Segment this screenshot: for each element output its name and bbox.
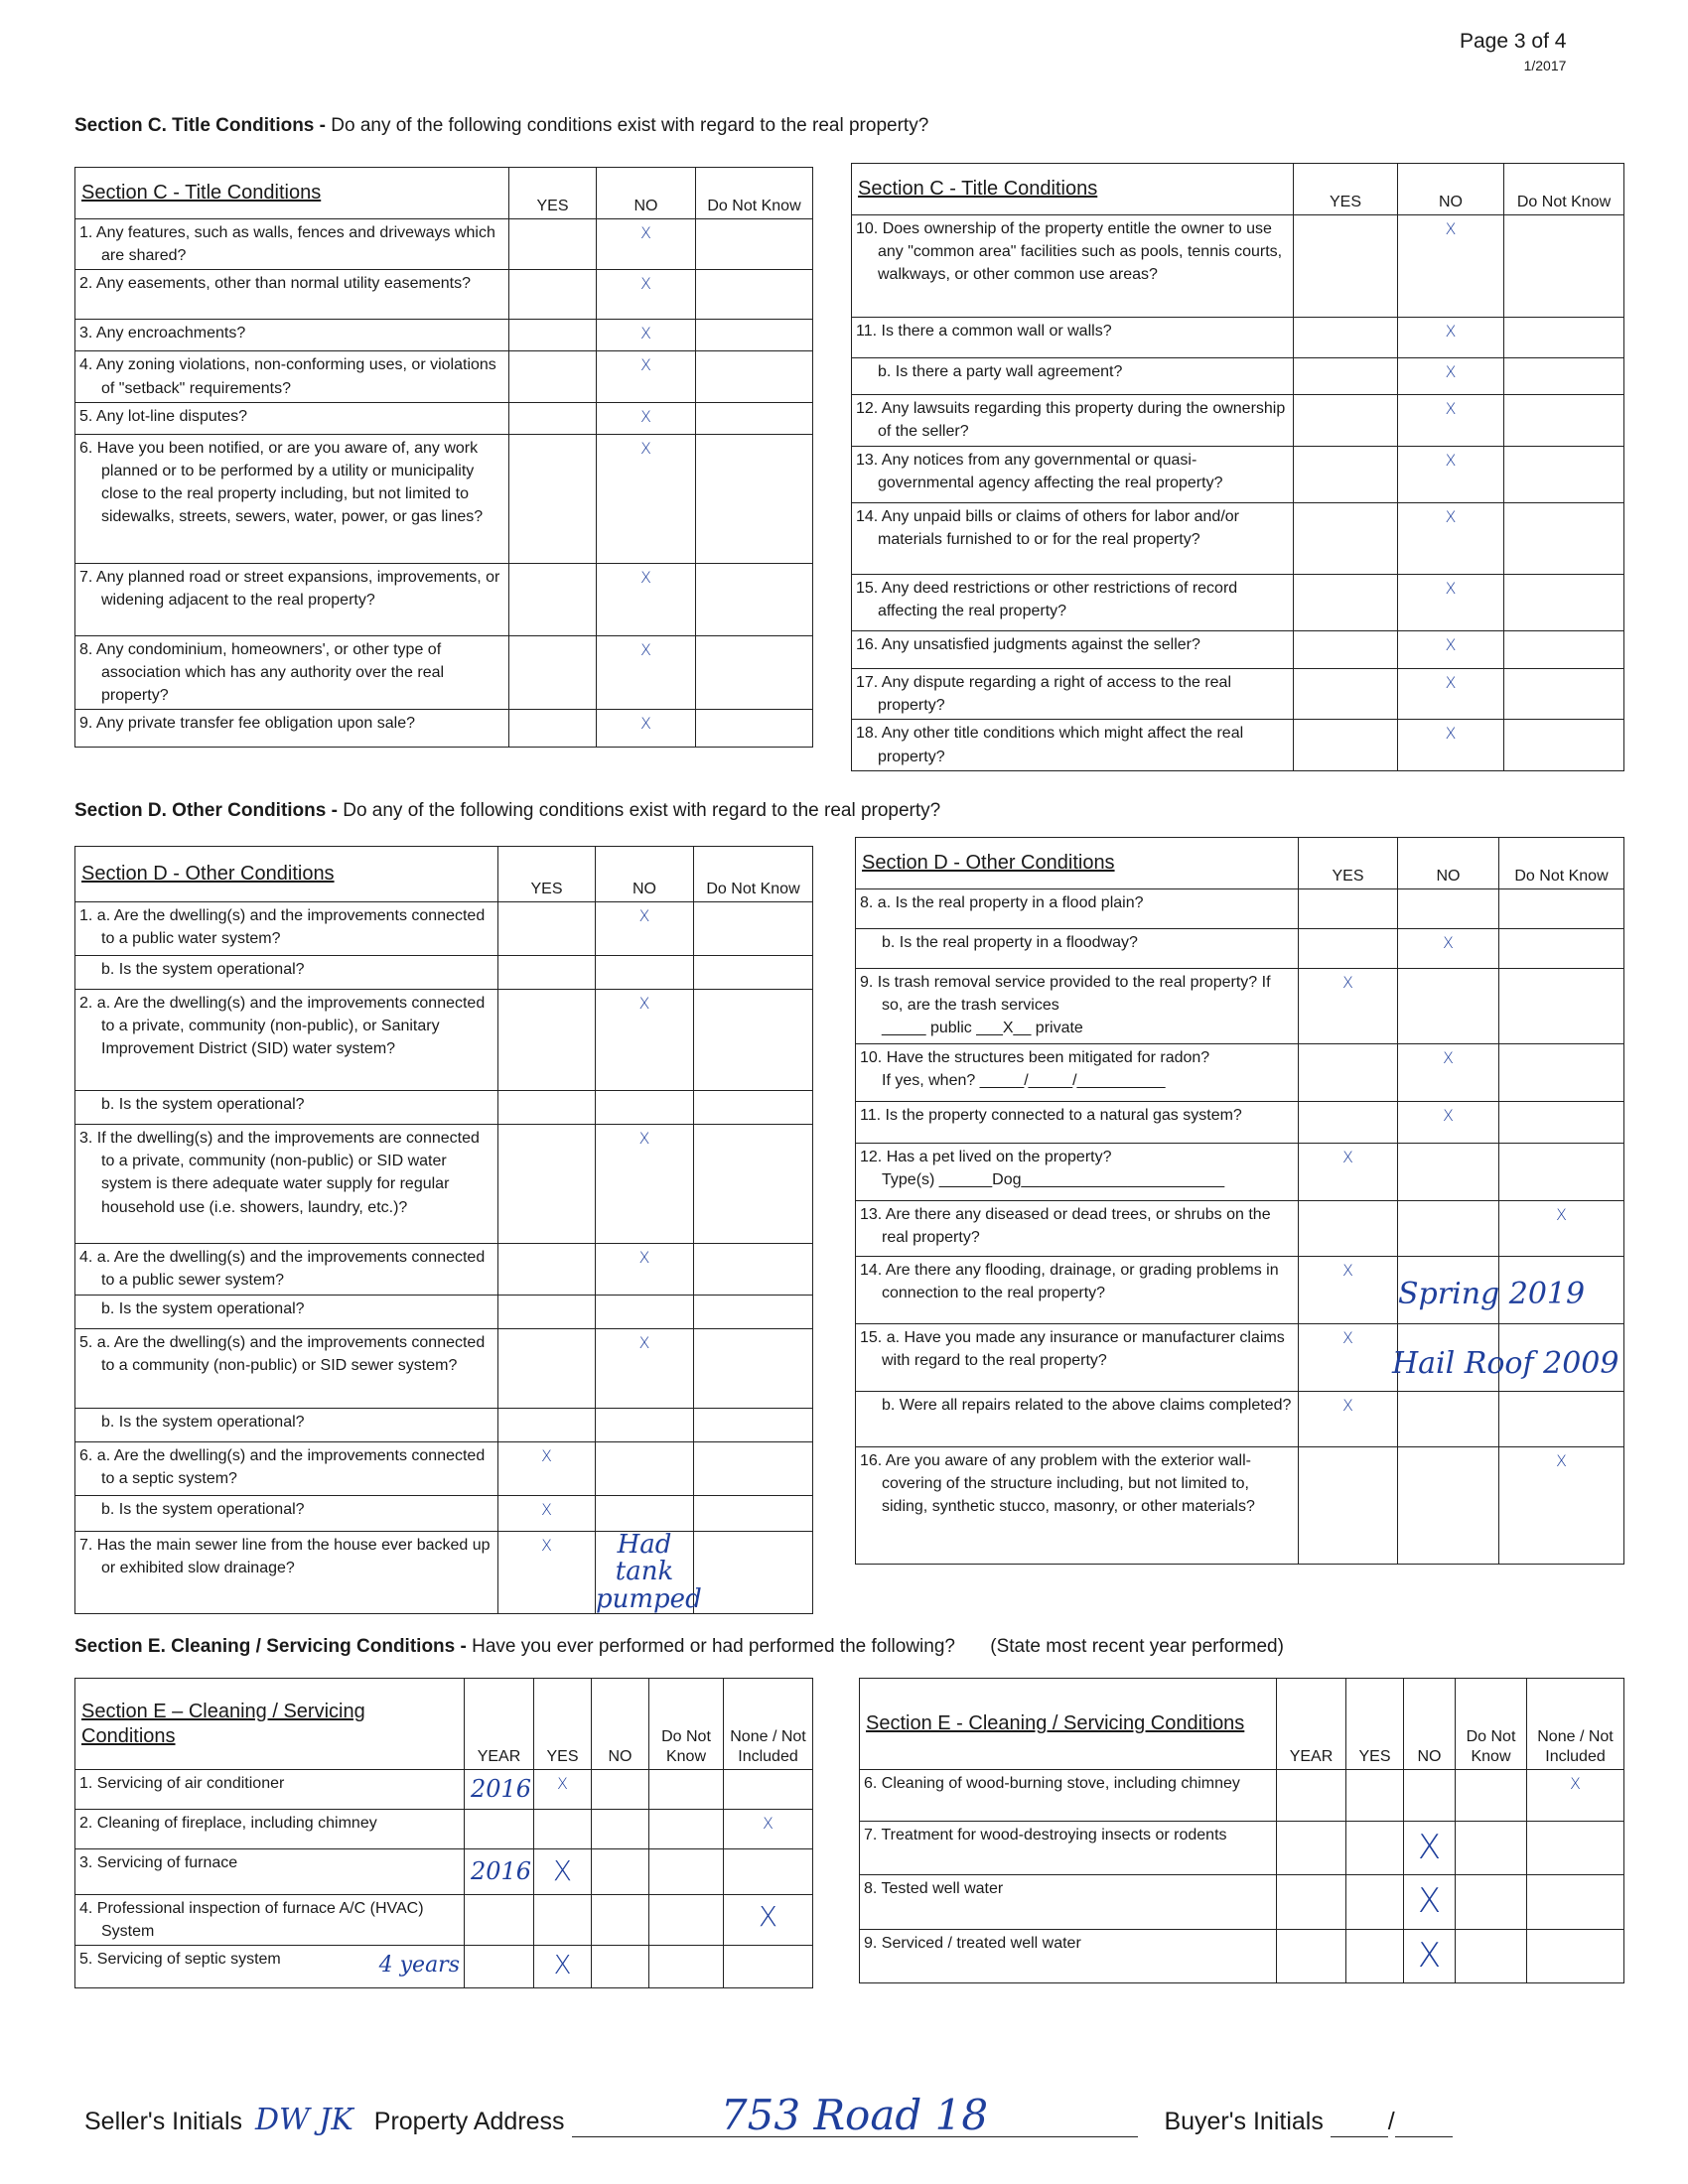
no-mark[interactable]: X [596,1329,694,1409]
no-mark[interactable]: X [1398,631,1504,669]
yes-cell[interactable] [509,402,597,434]
dnk-cell[interactable] [694,1329,813,1409]
yes-cell[interactable] [1294,358,1398,395]
section-e-right-table: Section E - Cleaning / Servicing Conditions YEAR YES NO Do Not Know None / Not Included 6. Cleaning of wood-burning stove, including chimney X 7. Treatment for wood-destroying insects or rodents X 8. Tested well water X 9. Serviced / treated well water X [859,1678,1624,1983]
no-mark[interactable]: X [597,710,696,748]
no-mark[interactable]: X [1404,1822,1456,1875]
section-d-right-table: Section D - Other Conditions YES NO Do Not Know 8. a. Is the real property in a flood plain? b. Is the real property in a floodway? X 9. Is trash removal service provided to the real property? If so, are the trash services _____ public ___X__ private X 10. Have the structures been mitigated for radon? If yes, when? _____/_____/__________ X 11. Is the property connected to a natural gas system? X 12. Has a pet lived on the property? Type(s) ______Dog_______________________ X 13. Are there any diseased or dead trees, or shrubs on the real property? X 14. Are there any flooding, drainage, or grading problems in connection to the real property? X Spring 2019 15. a. Have you made any insurance or manufacturer claims with regard to the real property? X Hail Roof 2009 b. Were all repairs related to the above claims completed? X 16. Are you aware of any problem with the exterior wall-covering of the structure including, but not limited to, siding, synthetic stucco, masonry, or other materials? X [855,837,1624,1565]
dnk-cell[interactable] [1504,503,1624,575]
yes-mark[interactable]: X [498,1532,596,1614]
dnk-cell[interactable] [696,434,813,563]
table-row: 2. Any easements, other than normal utility easements? X [75,270,813,320]
dnk-cell[interactable] [649,1810,724,1849]
table-row: b. Is the system operational? [75,1409,813,1442]
yes-cell[interactable] [509,710,597,748]
yes-cell[interactable] [509,351,597,402]
table-row: 11. Is the property connected to a natural gas system? X [856,1102,1624,1144]
no-cell[interactable] [596,1091,694,1125]
section-c-heading: Section C. Title Conditions - Do any of the following conditions exist with regard to the real property? [74,115,929,136]
dnk-cell[interactable] [696,402,813,434]
no-cell[interactable] [596,1496,694,1532]
yes-cell[interactable] [1294,669,1398,720]
dnk-cell[interactable] [696,270,813,320]
table-row: b. Were all repairs related to the above claims completed? X [856,1392,1624,1447]
yes-mark[interactable]: X [1299,969,1398,1044]
yes-cell[interactable] [1346,1929,1404,1982]
dnk-cell[interactable] [696,563,813,635]
handwritten-note: 4 years [378,1952,460,1978]
yes-cell[interactable] [498,1244,596,1296]
none-cell[interactable] [724,1849,813,1895]
no-cell[interactable] [1398,1392,1499,1447]
dnk-cell[interactable] [694,1442,813,1496]
table-row: 1. Servicing of air conditioner 2016 X [75,1770,813,1810]
no-mark[interactable]: X [597,434,696,563]
yes-cell[interactable] [1299,1201,1398,1257]
dnk-cell[interactable] [1504,631,1624,669]
dnk-cell[interactable] [694,1532,813,1614]
table-row: 1. a. Are the dwelling(s) and the improvements connected to a public water system? X [75,902,813,956]
section-d-heading: Section D. Other Conditions - Do any of the following conditions exist with regard to the real property? [74,800,941,821]
table-row: 4. Professional inspection of furnace A/C (HVAC) System X [75,1894,813,1945]
yes-cell[interactable] [1294,720,1398,770]
footer: Seller's Initials DW JK Property Address 753 Road 18 Buyer's Initials / [84,2095,1604,2137]
year-cell[interactable] [1277,1822,1346,1875]
year-cell[interactable] [1277,1929,1346,1982]
none-mark[interactable]: X [1527,1770,1624,1822]
no-mark[interactable]: X [1398,929,1499,969]
yes-cell[interactable] [1299,929,1398,969]
yes-cell[interactable] [1294,395,1398,447]
table-row: 10. Does ownership of the property entitle the owner to use any "common area" facilities such as pools, tennis courts, walkways, or other common use areas? X [852,215,1624,318]
no-mark[interactable]: X [1404,1929,1456,1982]
no-mark[interactable]: X [597,320,696,351]
yes-mark[interactable]: X [534,1849,592,1895]
col-no: NO [597,168,696,219]
no-mark[interactable]: X [1398,669,1504,720]
no-cell[interactable] [592,1894,649,1945]
yes-mark[interactable]: X Hail Roof 2009 [1299,1324,1398,1392]
dnk-cell[interactable] [694,1409,813,1442]
dnk-cell[interactable] [694,1496,813,1532]
yes-cell[interactable] [509,219,597,270]
dnk-cell[interactable] [1504,318,1624,358]
no-mark[interactable]: X [1398,1044,1499,1102]
table-row: 16. Any unsatisfied judgments against the seller? X [852,631,1624,669]
no-mark[interactable]: X [1398,215,1504,318]
no-cell[interactable] [592,1770,649,1810]
yes-cell[interactable] [1299,1447,1398,1565]
none-mark[interactable]: X [724,1894,813,1945]
table-row: 6. Have you been notified, or are you aware of, any work planned or to be performed by a utility or municipality close to the real property including, but not limited to sidewalks, streets, sewers, water, power, or gas lines? X [75,434,813,563]
yes-cell[interactable] [1299,889,1398,929]
year-cell[interactable] [465,1810,534,1849]
yes-mark[interactable]: X Spring 2019 [1299,1257,1398,1324]
no-mark[interactable]: X [1398,575,1504,631]
no-mark[interactable]: X [1404,1875,1456,1929]
none-cell[interactable] [1527,1875,1624,1929]
no-cell[interactable] [596,1409,694,1442]
no-mark[interactable]: X [1398,395,1504,447]
table-row: 8. a. Is the real property in a flood plain? [856,889,1624,929]
no-cell[interactable] [1398,1447,1499,1565]
none-cell[interactable] [1527,1822,1624,1875]
table-row: 7. Treatment for wood-destroying insects or rodents X [860,1822,1624,1875]
dnk-cell[interactable] [694,956,813,990]
no-mark[interactable]: X [1398,720,1504,770]
buyer-initials-label: Buyer's Initials [1164,2108,1324,2135]
dnk-cell[interactable] [1504,215,1624,318]
col-yes: YES [509,168,597,219]
yes-cell[interactable] [498,1329,596,1409]
form-revision: 1/2017 [1523,58,1567,73]
dnk-cell[interactable] [1499,1144,1624,1201]
yes-cell[interactable] [509,434,597,563]
seller-initials-field[interactable]: DW JK [254,2103,353,2137]
yes-cell[interactable] [534,1810,592,1849]
yes-cell[interactable] [1346,1822,1404,1875]
dnk-cell[interactable] [696,351,813,402]
table-row: 12. Has a pet lived on the property? Type(s) ______Dog_______________________ X [856,1144,1624,1201]
table-row: 17. Any dispute regarding a right of access to the real property? X [852,669,1624,720]
no-mark[interactable]: X [1398,1102,1499,1144]
property-address-label: Property Address [373,2108,565,2135]
dnk-cell[interactable] [1456,1770,1527,1822]
dnk-cell[interactable] [1499,889,1624,929]
table-row: 8. Tested well water X [860,1875,1624,1929]
yes-mark[interactable]: X [498,1442,596,1496]
table-row: 5. Any lot-line disputes? X [75,402,813,434]
page-header [1460,30,1566,73]
no-cell[interactable] [592,1945,649,1987]
no-mark[interactable]: X [597,219,696,270]
dnk-cell[interactable] [1456,1929,1527,1982]
yes-cell[interactable] [498,956,596,990]
dnk-cell[interactable] [1504,395,1624,447]
table-row: 2. Cleaning of fireplace, including chimney X [75,1810,813,1849]
table-row: 13. Are there any diseased or dead trees, or shrubs on the real property? X [856,1201,1624,1257]
table-row: 18. Any other title conditions which might affect the real property? X [852,720,1624,770]
dnk-cell[interactable] [694,1125,813,1244]
dnk-mark[interactable]: X [1499,1201,1624,1257]
dnk-cell[interactable] [696,635,813,710]
year-cell[interactable] [1277,1770,1346,1822]
yes-cell[interactable] [509,270,597,320]
table-row: 7. Has the main sewer line from the house ever backed up or exhibited slow drainage? X Had tank pumped [75,1532,813,1614]
dnk-cell[interactable] [1499,1044,1624,1102]
no-mark[interactable]: X [1398,358,1504,395]
yes-cell[interactable] [1346,1770,1404,1822]
dnk-cell[interactable] [696,710,813,748]
section-d-left-table: Section D - Other Conditions YES NO Do Not Know 1. a. Are the dwelling(s) and the improvements connected to a public water system? X b. Is the system operational? 2. a. Are the dwelling(s) and the improvements connected to a private, community (non-public), or Sanitary Improvement District (SID) water system? X b. Is the system operational? 3. If the dwelling(s) and the improvements are connected to a private, community (non-public) or SID water system is there adequate water supply for regular household use (i.e. showers, laundry, etc.)? X 4. a. Are the dwelling(s) and the improvements connected to a public sewer system? X b. Is the system operational? 5. a. Are the dwelling(s) and the improvements connected to a community (non-public) or SID sewer system? X b. Is the system operational? 6. a. Are the dwelling(s) and the improvements connected to a septic system? X b. Is the system operational? X 7. Has the main sewer line from the house ever backed up or exhibited slow drainage? X Had tank pumped [74,846,813,1614]
yes-cell[interactable] [1294,318,1398,358]
dnk-cell[interactable] [1504,447,1624,503]
dnk-cell[interactable] [1499,969,1624,1044]
no-mark[interactable]: X [597,351,696,402]
no-cell[interactable] [596,1296,694,1329]
dnk-cell[interactable] [1499,929,1624,969]
no-mark[interactable]: X [1398,318,1504,358]
table-row: 15. a. Have you made any insurance or manufacturer claims with regard to the real property? X Hail Roof 2009 [856,1324,1624,1392]
no-cell[interactable] [592,1810,649,1849]
table-row: 16. Are you aware of any problem with the exterior wall-covering of the structure including, but not limited to, siding, synthetic stucco, masonry, or other materials? X [856,1447,1624,1565]
handwritten-note: Had tank pumped [596,1530,702,1614]
table-row: 7. Any planned road or street expansions, improvements, or widening adjacent to the real property? X [75,563,813,635]
table-row: 10. Have the structures been mitigated for radon? If yes, when? _____/_____/__________ X [856,1044,1624,1102]
no-mark[interactable]: X [1398,503,1504,575]
handwritten-note: Hail Roof 2009 [1392,1346,1619,1381]
none-cell[interactable] [1527,1929,1624,1982]
yes-mark[interactable]: X [534,1945,592,1987]
table-row: 4. a. Are the dwelling(s) and the improvements connected to a public sewer system? X [75,1244,813,1296]
no-mark[interactable]: X [596,902,694,956]
table-row: b. Is there a party wall agreement? X [852,358,1624,395]
dnk-cell[interactable] [1499,1102,1624,1144]
page-number: Page 3 of 4 [1460,30,1567,53]
section-c-right-table: Section C - Title Conditions YES NO Do Not Know 10. Does ownership of the property entitle the owner to use any "common area" facilities such as pools, tennis courts, walkways, or other common use areas? X 11. Is there a common wall or walls? X b. Is there a party wall agreement? X 12. Any lawsuits regarding this property during the ownership of the seller? X 13. Any notices from any governmental or quasi-governmental agency affecting the real property? X 14. Any unpaid bills or claims of others for labor and/or materials furnished to or for the real property? X 15. Any deed restrictions or other restrictions of record affecting the real property? X 16. Any unsatisfied judgments against the seller? X 17. Any dispute regarding a right of access to the real property? X 18. Any other title conditions which might affect the real property? X [851,163,1624,771]
year-cell[interactable] [1277,1875,1346,1929]
dnk-cell[interactable] [694,1091,813,1125]
table-row: 3. Servicing of furnace 2016 X [75,1849,813,1895]
no-cell[interactable] [592,1849,649,1895]
dnk-cell[interactable] [694,1296,813,1329]
no-mark[interactable]: X [1398,447,1504,503]
yes-mark[interactable]: X [534,1770,592,1810]
table-row: 9. Any private transfer fee obligation upon sale? X [75,710,813,748]
no-cell[interactable] [1398,889,1499,929]
table-row: b. Is the system operational? [75,1296,813,1329]
yes-cell[interactable] [1294,503,1398,575]
yes-cell[interactable] [509,635,597,710]
yes-cell[interactable] [1294,631,1398,669]
year-value[interactable]: 2016 [465,1770,534,1810]
dnk-cell[interactable] [1456,1822,1527,1875]
table-row: 9. Is trash removal service provided to the real property? If so, are the trash services _____ public ___X__ private X [856,969,1624,1044]
no-mark[interactable]: X [596,1125,694,1244]
section-e-left-table: Section E – Cleaning / Servicing Conditions YEAR YES NO Do Not Know None / Not Included 1. Servicing of air conditioner 2016 X 2. Cleaning of fireplace, including chimney X 3. Servicing of furnace 2016 X 4. Professional inspection of furnace A/C (HVAC) System X 5. Servicing of septic system 4 years X [74,1678,813,1988]
no-cell[interactable] [596,956,694,990]
table-row: 6. a. Are the dwelling(s) and the improvements connected to a septic system? X [75,1442,813,1496]
no-mark[interactable]: X [597,635,696,710]
yes-cell[interactable] [534,1894,592,1945]
yes-cell[interactable] [498,902,596,956]
table-row: 5. a. Are the dwelling(s) and the improvements connected to a community (non-public) or SID sewer system? X [75,1329,813,1409]
table-row: 8. Any condominium, homeowners', or other type of association which has any authority over the real property? X [75,635,813,710]
yes-cell[interactable] [498,990,596,1091]
handwritten-note: Spring 2019 [1398,1277,1586,1311]
year-cell[interactable] [465,1945,534,1987]
dnk-cell[interactable] [694,1244,813,1296]
yes-mark[interactable]: X [1299,1144,1398,1201]
no-cell[interactable] [596,1530,702,1614]
table-row: 1. Any features, such as walls, fences and driveways which are shared? X [75,219,813,270]
yes-cell[interactable] [509,563,597,635]
table-row: 3. If the dwelling(s) and the improvements are connected to a private, community (non-public) or SID water system is there adequate water supply for regular household use (i.e. showers, laundry, etc.)? X [75,1125,813,1244]
no-mark[interactable]: X [597,270,696,320]
year-value[interactable]: 2016 [465,1849,534,1895]
section-c-title: Section C - Title Conditions [75,168,509,219]
yes-cell[interactable] [498,1125,596,1244]
dnk-cell[interactable] [649,1945,724,1987]
yes-cell[interactable] [1294,575,1398,631]
no-mark[interactable]: X [596,1244,694,1296]
table-row: b. Is the system operational? X [75,1496,813,1532]
table-row: 15. Any deed restrictions or other restrictions of record affecting the real property? X [852,575,1624,631]
table-row: 11. Is there a common wall or walls? X [852,318,1624,358]
dnk-cell[interactable] [649,1849,724,1895]
no-mark[interactable]: X [596,990,694,1091]
no-cell[interactable] [1398,1144,1499,1201]
yes-cell[interactable] [1299,1102,1398,1144]
dnk-cell[interactable] [694,902,813,956]
dnk-cell[interactable] [649,1894,724,1945]
dnk-cell[interactable] [1499,1392,1624,1447]
no-mark[interactable]: X [597,402,696,434]
section-c-left-table [74,167,813,748]
dnk-cell[interactable] [694,990,813,1091]
yes-mark[interactable]: X [1299,1392,1398,1447]
table-row: 14. Are there any flooding, drainage, or grading problems in connection to the real property? X Spring 2019 [856,1257,1624,1324]
yes-cell[interactable] [509,320,597,351]
dnk-cell[interactable] [1504,720,1624,770]
yes-cell[interactable] [1294,215,1398,318]
table-row: 5. Servicing of septic system 4 years X [75,1945,813,1987]
table-row: 6. Cleaning of wood-burning stove, including chimney X [860,1770,1624,1822]
yes-cell[interactable] [498,1296,596,1329]
year-cell[interactable] [465,1894,534,1945]
table-row: b. Is the real property in a floodway? X [856,929,1624,969]
section-e-heading: Section E. Cleaning / Servicing Conditions - Have you ever performed or had performed the following? (State most recent year performed) [74,1636,1284,1657]
yes-cell[interactable] [1299,1044,1398,1102]
dnk-cell[interactable] [696,320,813,351]
table-row: 3. Any encroachments? X [75,320,813,351]
dnk-cell[interactable] [1456,1875,1527,1929]
table-row: 2. a. Are the dwelling(s) and the improvements connected to a private, community (non-public), or Sanitary Improvement District (SID) water system? X [75,990,813,1091]
none-cell[interactable] [724,1945,813,1987]
yes-cell[interactable] [1294,447,1398,503]
table-row: 12. Any lawsuits regarding this property during the ownership of the seller? X [852,395,1624,447]
yes-cell[interactable] [498,1409,596,1442]
dnk-cell[interactable] [649,1770,724,1810]
none-mark[interactable]: X [724,1810,813,1849]
dnk-cell[interactable] [696,219,813,270]
no-cell[interactable] [596,1442,694,1496]
table-row: 9. Serviced / treated well water X [860,1929,1624,1982]
col-dnk: Do Not Know [696,168,813,219]
table-row: 13. Any notices from any governmental or quasi-governmental agency affecting the real property? X [852,447,1624,503]
yes-cell[interactable] [498,1091,596,1125]
no-mark[interactable]: X [597,563,696,635]
yes-cell[interactable] [1346,1875,1404,1929]
buyer-initials-field-1[interactable] [1331,2136,1388,2137]
table-row: 4. Any zoning violations, non-conforming uses, or violations of "setback" requirements? X [75,351,813,402]
dnk-cell[interactable] [1504,358,1624,395]
table-row: b. Is the system operational? [75,956,813,990]
yes-mark[interactable]: X [498,1496,596,1532]
property-address-field[interactable]: 753 Road 18 [572,2095,1138,2137]
no-cell[interactable] [1398,1201,1499,1257]
dnk-cell[interactable] [1504,575,1624,631]
table-row: 14. Any unpaid bills or claims of others for labor and/or materials furnished to or for the real property? X [852,503,1624,575]
no-cell[interactable] [1404,1770,1456,1822]
dnk-mark[interactable]: X [1499,1447,1624,1565]
seller-initials-label: Seller's Initials [84,2108,242,2135]
table-row: b. Is the system operational? [75,1091,813,1125]
no-cell[interactable] [1398,969,1499,1044]
buyer-initials-field-2[interactable] [1395,2136,1453,2137]
dnk-cell[interactable] [1504,669,1624,720]
none-cell[interactable] [724,1770,813,1810]
